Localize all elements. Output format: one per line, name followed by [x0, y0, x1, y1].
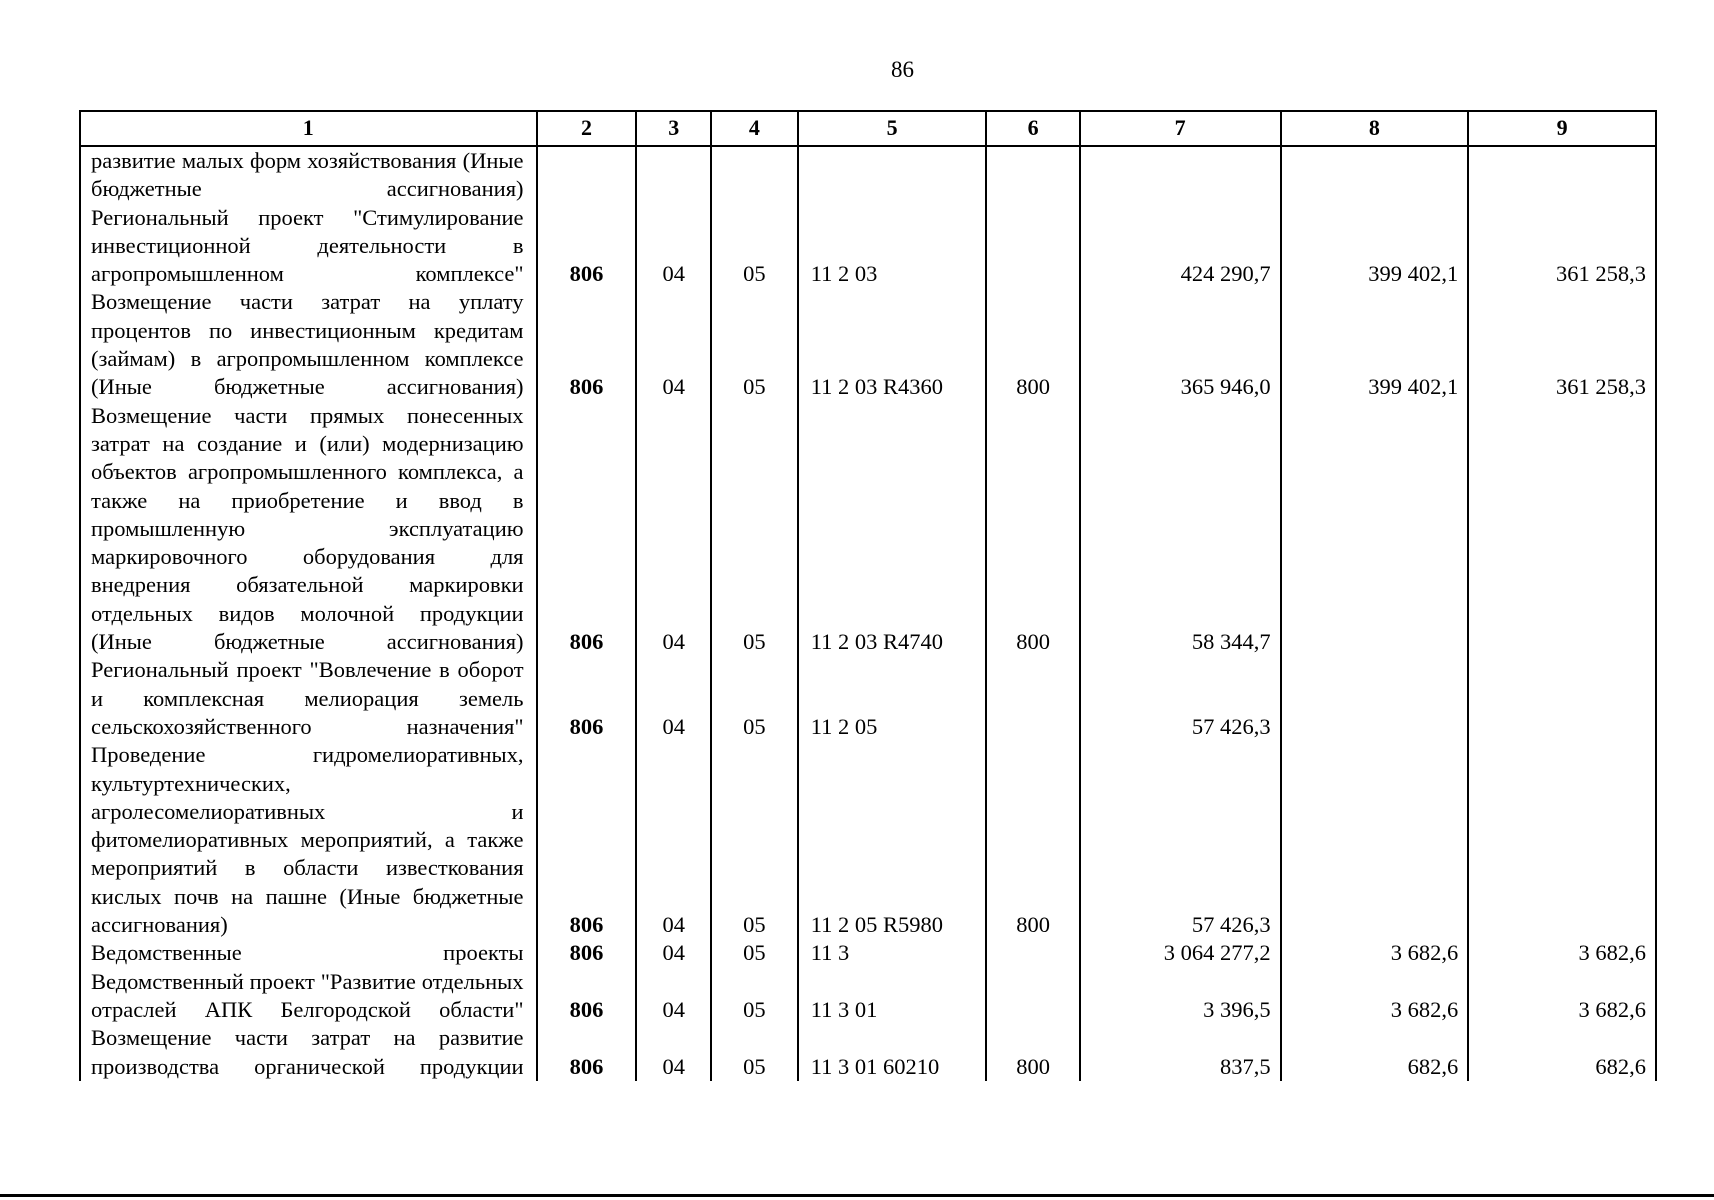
cell-ved	[537, 146, 637, 204]
cell-csr: 11 3 01	[798, 968, 987, 1025]
table-row	[80, 402, 1656, 657]
cell-rz: 04	[636, 939, 711, 967]
column-header: 8	[1281, 111, 1469, 146]
cell-csr	[798, 146, 987, 204]
cell-ved: 806	[537, 741, 637, 939]
cell-pr: 05	[711, 939, 798, 967]
row-name: Возмещение части затрат на развитие производства органической продукции	[80, 1024, 537, 1081]
column-header: 5	[798, 111, 987, 146]
page-bottom-rule	[0, 1194, 1714, 1197]
cell-sum-year1: 365 946,0	[1080, 288, 1281, 401]
cell-rz: 04	[636, 968, 711, 1025]
cell-sum-year2: 682,6	[1281, 1024, 1469, 1081]
cell-rz: 04	[636, 204, 711, 289]
cell-sum-year2	[1281, 146, 1469, 204]
table-row	[80, 204, 1656, 289]
cell-sum-year3: 3 682,6	[1468, 939, 1656, 967]
cell-vr	[986, 939, 1079, 967]
cell-sum-year1: 3 396,5	[1080, 968, 1281, 1025]
cell-ved: 806	[537, 402, 637, 657]
column-header: 1	[80, 111, 537, 146]
cell-rz: 04	[636, 741, 711, 939]
cell-ved: 806	[537, 1024, 637, 1081]
cell-vr: 800	[986, 741, 1079, 939]
cell-csr: 11 3 01 60210	[798, 1024, 987, 1081]
row-name: Региональный проект "Стимулирование инвестиционной деятельности в агропромышленном комплексе"	[80, 204, 537, 289]
cell-sum-year2	[1281, 741, 1469, 939]
cell-sum-year3: 361 258,3	[1468, 288, 1656, 401]
cell-sum-year2: 3 682,6	[1281, 939, 1469, 967]
row-name: Возмещение части прямых понесенных затрат на создание и (или) модернизацию объектов агропромышленного комплекса, а также на приобретение и ввод в промышленную эксплуатацию маркировочного оборудования для внедрения обязательной маркировки отдельных видов молочной продукции (Иные бюджетные ассигнования)	[80, 402, 537, 657]
cell-ved: 806	[537, 288, 637, 401]
cell-pr: 05	[711, 204, 798, 289]
table-row	[80, 656, 1656, 741]
budget-table	[79, 110, 1657, 1081]
cell-pr: 05	[711, 656, 798, 741]
table-row	[80, 146, 1656, 204]
cell-vr: 800	[986, 402, 1079, 657]
cell-sum-year1: 3 064 277,2	[1080, 939, 1281, 967]
row-name: Возмещение части затрат на уплату процентов по инвестиционным кредитам (займам) в агропромышленном комплексе (Иные бюджетные ассигнования)	[80, 288, 537, 401]
cell-sum-year1: 57 426,3	[1080, 741, 1281, 939]
cell-sum-year2: 399 402,1	[1281, 204, 1469, 289]
cell-vr: 800	[986, 288, 1079, 401]
table-row	[80, 288, 1656, 401]
cell-csr: 11 3	[798, 939, 987, 967]
header-row	[80, 111, 1656, 146]
cell-rz	[636, 146, 711, 204]
cell-vr: 800	[986, 1024, 1079, 1081]
cell-sum-year2	[1281, 402, 1469, 657]
table-row	[80, 968, 1656, 1025]
row-name: Ведомственный проект "Развитие отдельных отраслей АПК Белгородской области"	[80, 968, 537, 1025]
cell-sum-year1: 58 344,7	[1080, 402, 1281, 657]
cell-sum-year3: 682,6	[1468, 1024, 1656, 1081]
table-row	[80, 939, 1656, 967]
cell-vr	[986, 968, 1079, 1025]
cell-rz: 04	[636, 1024, 711, 1081]
cell-pr: 05	[711, 968, 798, 1025]
table-row	[80, 741, 1656, 939]
row-name: развитие малых форм хозяйствования (Иные бюджетные ассигнования)	[80, 146, 537, 204]
cell-rz: 04	[636, 656, 711, 741]
cell-rz: 04	[636, 402, 711, 657]
cell-csr: 11 2 03	[798, 204, 987, 289]
cell-sum-year3	[1468, 146, 1656, 204]
cell-sum-year2	[1281, 656, 1469, 741]
cell-csr: 11 2 05 R5980	[798, 741, 987, 939]
cell-csr: 11 2 03 R4360	[798, 288, 987, 401]
cell-ved: 806	[537, 656, 637, 741]
cell-csr: 11 2 05	[798, 656, 987, 741]
cell-sum-year2: 3 682,6	[1281, 968, 1469, 1025]
cell-vr	[986, 146, 1079, 204]
page-number: 86	[891, 57, 914, 82]
cell-sum-year3	[1468, 402, 1656, 657]
cell-pr: 05	[711, 402, 798, 657]
cell-ved: 806	[537, 939, 637, 967]
column-header: 4	[711, 111, 798, 146]
table-row	[80, 1024, 1656, 1081]
cell-pr: 05	[711, 288, 798, 401]
cell-sum-year1: 837,5	[1080, 1024, 1281, 1081]
cell-sum-year3: 361 258,3	[1468, 204, 1656, 289]
cell-pr: 05	[711, 1024, 798, 1081]
row-name: Ведомственные проекты	[80, 939, 537, 967]
cell-sum-year2: 399 402,1	[1281, 288, 1469, 401]
cell-rz: 04	[636, 288, 711, 401]
cell-sum-year3	[1468, 741, 1656, 939]
row-name: Региональный проект "Вовлечение в оборот и комплексная мелиорация земель сельскохозяйственного назначения"	[80, 656, 537, 741]
cell-csr: 11 2 03 R4740	[798, 402, 987, 657]
cell-sum-year1: 424 290,7	[1080, 204, 1281, 289]
column-header: 9	[1468, 111, 1656, 146]
cell-ved: 806	[537, 968, 637, 1025]
cell-vr	[986, 204, 1079, 289]
cell-pr: 05	[711, 741, 798, 939]
cell-pr	[711, 146, 798, 204]
row-name: Проведение гидромелиоративных, культуртехнических, агролесомелиоративных и фитомелиоративных мероприятий, а также мероприятий в области известкования кислых почв на пашне (Иные бюджетные ассигнования)	[80, 741, 537, 939]
column-header: 7	[1080, 111, 1281, 146]
column-header: 6	[986, 111, 1079, 146]
cell-vr	[986, 656, 1079, 741]
cell-sum-year3: 3 682,6	[1468, 968, 1656, 1025]
column-header: 2	[537, 111, 637, 146]
cell-ved: 806	[537, 204, 637, 289]
cell-sum-year3	[1468, 656, 1656, 741]
column-header: 3	[636, 111, 711, 146]
cell-sum-year1	[1080, 146, 1281, 204]
cell-sum-year1: 57 426,3	[1080, 656, 1281, 741]
